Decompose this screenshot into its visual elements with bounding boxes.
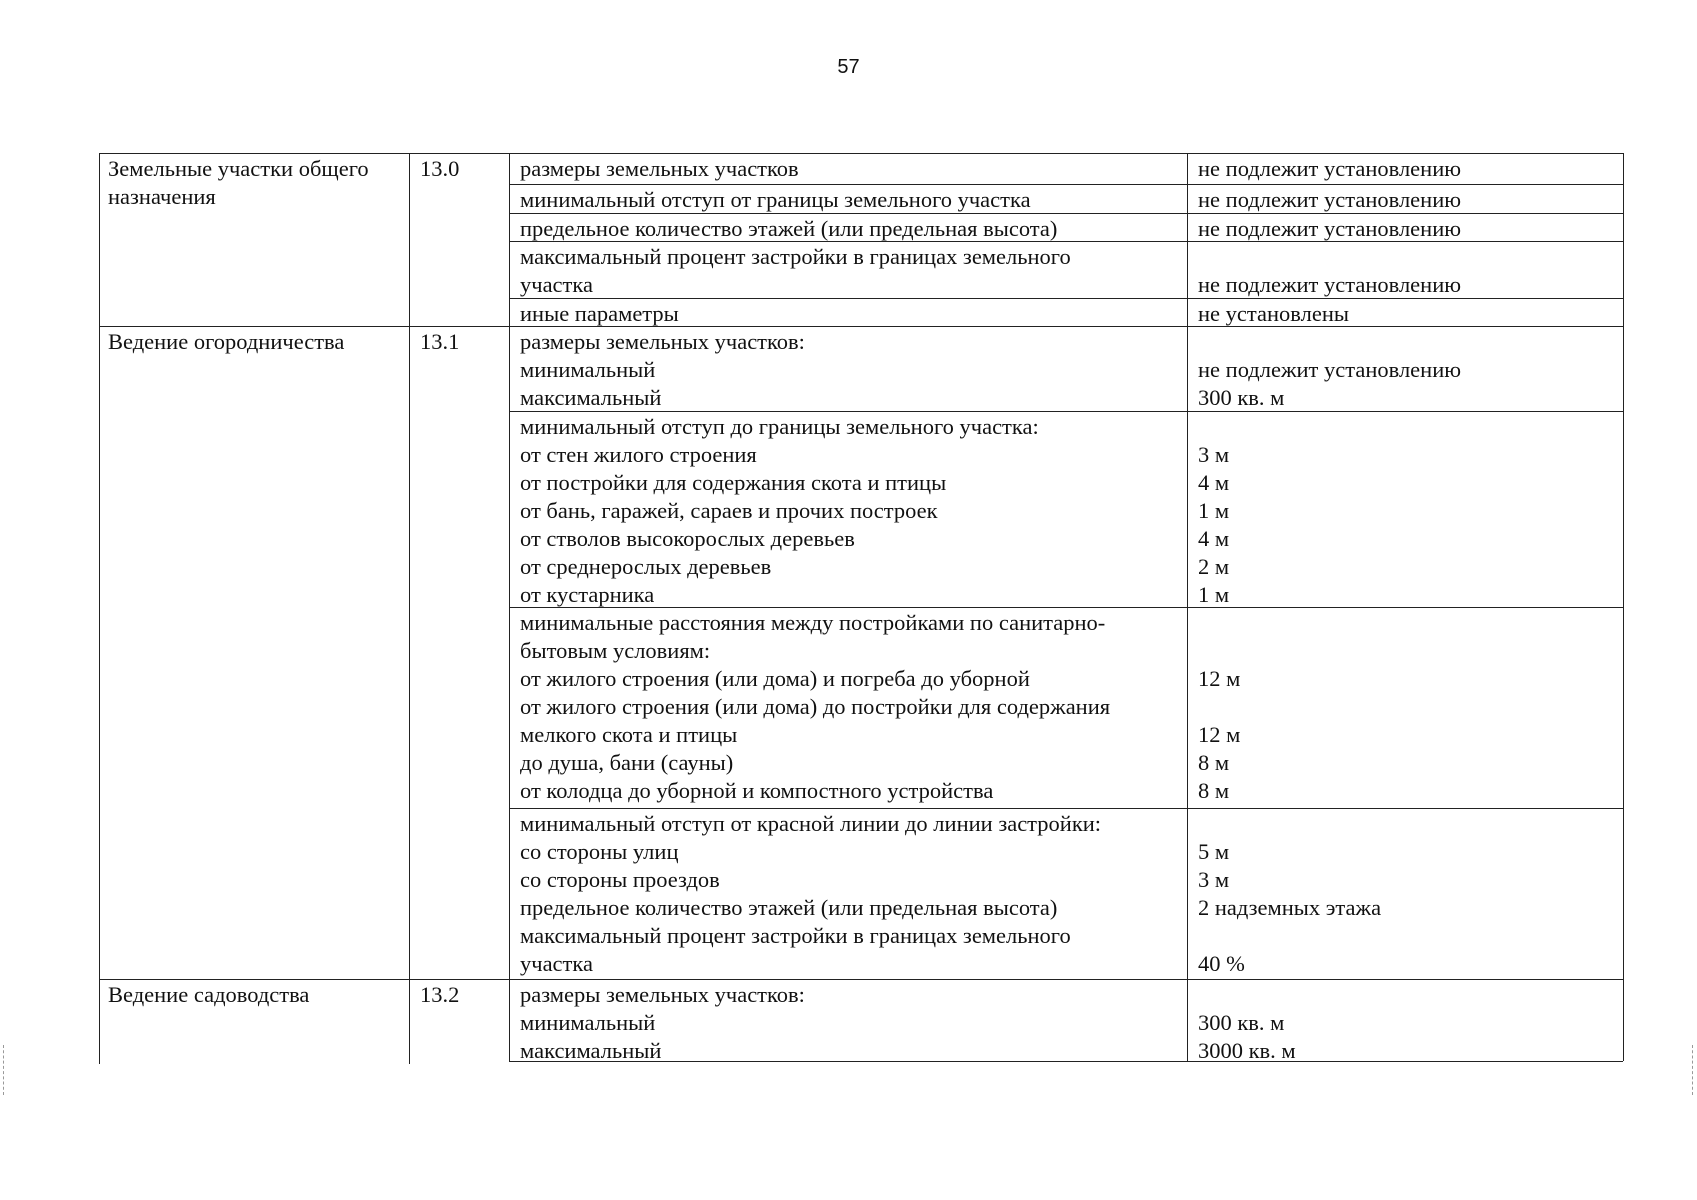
parameter-value-line: не подлежит установлению xyxy=(1198,156,1462,181)
parameter-value-line xyxy=(1198,693,1240,721)
parameter-name-line: от жилого строения (или дома) и погреба до уборной xyxy=(520,666,1030,691)
parameter-name-line: от постройки для содержания скота и птицы xyxy=(520,470,947,495)
row-code: 13.1 xyxy=(420,329,460,354)
parameter-value-line: 12 м xyxy=(1198,722,1241,747)
table-horizontal-rule xyxy=(509,607,1623,608)
parameter-name-line: минимальный xyxy=(520,1010,656,1035)
parameter-name-line: от среднерослых деревьев xyxy=(520,554,772,579)
parameter-value-line: 40 % xyxy=(1198,951,1245,976)
parameter-value-line xyxy=(1198,328,1461,356)
table-horizontal-rule xyxy=(99,326,1623,327)
parameter-value-line: 300 кв. м xyxy=(1198,1010,1285,1035)
parameter-name-line: со стороны улиц xyxy=(520,839,679,864)
parameter-value xyxy=(1198,810,1381,978)
parameter-name-line: максимальный процент застройки в границах земельного xyxy=(520,244,1071,269)
parameter-name-line: до душа, бани (сауны) xyxy=(520,750,734,775)
parameter-name-line: минимальный xyxy=(520,357,656,382)
parameter-name xyxy=(520,186,1031,214)
parameter-name-line: размеры земельных участков: xyxy=(520,329,805,354)
parameter-name-line: от колодца до уборной и компостного устройства xyxy=(520,778,994,803)
parameter-value xyxy=(1198,609,1240,805)
parameter-value-line xyxy=(1198,810,1381,838)
row-code: 13.2 xyxy=(420,982,460,1007)
parameter-value xyxy=(1198,328,1461,412)
parameter-value xyxy=(1198,243,1461,299)
parameter-name-line: максимальный xyxy=(520,1038,662,1063)
parameter-value-line: не подлежит установлению xyxy=(1198,357,1462,382)
parameter-name-line: размеры земельных участков: xyxy=(520,982,805,1007)
parameter-value xyxy=(1198,186,1461,214)
parameter-name xyxy=(520,609,1110,805)
parameter-name xyxy=(520,300,679,328)
table-horizontal-rule xyxy=(509,298,1623,299)
table-horizontal-rule xyxy=(509,213,1623,214)
parameter-value-line: 1 м xyxy=(1198,498,1230,523)
parameter-name-line: минимальный отступ до границы земельного участка: xyxy=(520,414,1039,439)
parameter-name-line: иные параметры xyxy=(520,301,679,326)
parameter-name xyxy=(520,155,799,183)
parameter-name-line: предельное количество этажей (или предельная высота) xyxy=(520,895,1058,920)
parameter-name-line: минимальный отступ от границы земельного участка xyxy=(520,187,1031,212)
table-horizontal-rule xyxy=(509,808,1623,809)
parameter-name-line: от стволов высокорослых деревьев xyxy=(520,526,855,551)
parameter-name xyxy=(520,981,805,1065)
row-name-line: Ведение садоводства xyxy=(108,982,310,1007)
parameter-value-line: 300 кв. м xyxy=(1198,385,1285,410)
scan-edge-mark xyxy=(1692,1045,1693,1095)
parameter-value-line: 1 м xyxy=(1198,582,1230,607)
parameter-name xyxy=(520,243,1071,299)
parameter-value-line: 8 м xyxy=(1198,750,1230,775)
parameter-value xyxy=(1198,413,1229,609)
parameter-value xyxy=(1198,155,1461,183)
parameter-value-line: 4 м xyxy=(1198,526,1230,551)
parameter-value-line: 2 м xyxy=(1198,554,1230,579)
parameter-value-line: 3000 кв. м xyxy=(1198,1038,1296,1063)
parameter-name-line: минимальные расстояния между постройками по санитарно- xyxy=(520,610,1106,635)
parameter-name xyxy=(520,810,1101,978)
parameter-name-line: бытовым условиям: xyxy=(520,638,711,663)
table-horizontal-rule xyxy=(99,153,1623,154)
parameter-value-line: 3 м xyxy=(1198,867,1230,892)
parameter-name-line: мелкого скота и птицы xyxy=(520,722,738,747)
parameter-value-line: 4 м xyxy=(1198,470,1230,495)
row-name xyxy=(108,981,309,1009)
table-horizontal-rule xyxy=(509,411,1623,412)
parameter-value-line xyxy=(1198,413,1229,441)
parameter-name-line: от жилого строения (или дома) до постройки для содержания xyxy=(520,694,1111,719)
parameter-value-line xyxy=(1198,981,1296,1009)
parameter-name-line: со стороны проездов xyxy=(520,867,720,892)
parameter-name-line: от бань, гаражей, сараев и прочих построек xyxy=(520,498,938,523)
table-horizontal-rule xyxy=(509,1061,1623,1062)
parameter-value-line xyxy=(1198,922,1381,950)
row-name xyxy=(108,328,344,356)
parameter-value-line: 5 м xyxy=(1198,839,1230,864)
parameter-name-line: максимальный процент застройки в границах земельного xyxy=(520,923,1071,948)
parameter-value-line xyxy=(1198,637,1240,665)
parameter-value-line: 3 м xyxy=(1198,442,1230,467)
parameter-name-line: максимальный xyxy=(520,385,662,410)
parameter-name xyxy=(520,328,805,412)
table-horizontal-rule xyxy=(509,241,1623,242)
parameter-name-line: от кустарника xyxy=(520,582,655,607)
page-number: 57 xyxy=(837,56,860,78)
parameter-name-line: размеры земельных участков xyxy=(520,156,799,181)
parameter-name-line: участка xyxy=(520,951,593,976)
parameter-value-line xyxy=(1198,609,1240,637)
table-horizontal-rule xyxy=(509,184,1623,185)
parameter-value-line: не подлежит установлению xyxy=(1198,272,1462,297)
parameter-value-line xyxy=(1198,243,1461,271)
parameter-value xyxy=(1198,215,1461,243)
parameter-name-line: минимальный отступ от красной линии до линии застройки: xyxy=(520,811,1102,836)
parameter-name-line: от стен жилого строения xyxy=(520,442,757,467)
parameter-value-line: не подлежит установлению xyxy=(1198,216,1462,241)
scan-edge-mark xyxy=(3,1045,4,1095)
row-name-line: назначения xyxy=(108,184,216,209)
parameter-value-line: не подлежит установлению xyxy=(1198,187,1462,212)
parameter-name-line: предельное количество этажей (или предельная высота) xyxy=(520,216,1058,241)
table-vertical-rule xyxy=(1623,153,1624,1061)
parameter-value-line: не установлены xyxy=(1198,301,1349,326)
row-name-line: Ведение огородничества xyxy=(108,329,345,354)
parameter-value-line: 12 м xyxy=(1198,666,1241,691)
parameter-name xyxy=(520,413,1039,609)
row-name-line: Земельные участки общего xyxy=(108,156,369,181)
parameter-name-line: участка xyxy=(520,272,593,297)
table-vertical-rule xyxy=(99,153,100,1064)
table-vertical-rule xyxy=(409,153,410,1064)
row-code: 13.0 xyxy=(420,156,460,181)
parameter-value-line: 2 надземных этажа xyxy=(1198,895,1382,920)
row-name xyxy=(108,155,369,211)
parameter-value xyxy=(1198,300,1349,328)
parameter-value xyxy=(1198,981,1296,1065)
parameter-name xyxy=(520,215,1057,243)
parameter-value-line: 8 м xyxy=(1198,778,1230,803)
table-horizontal-rule xyxy=(99,979,1623,980)
